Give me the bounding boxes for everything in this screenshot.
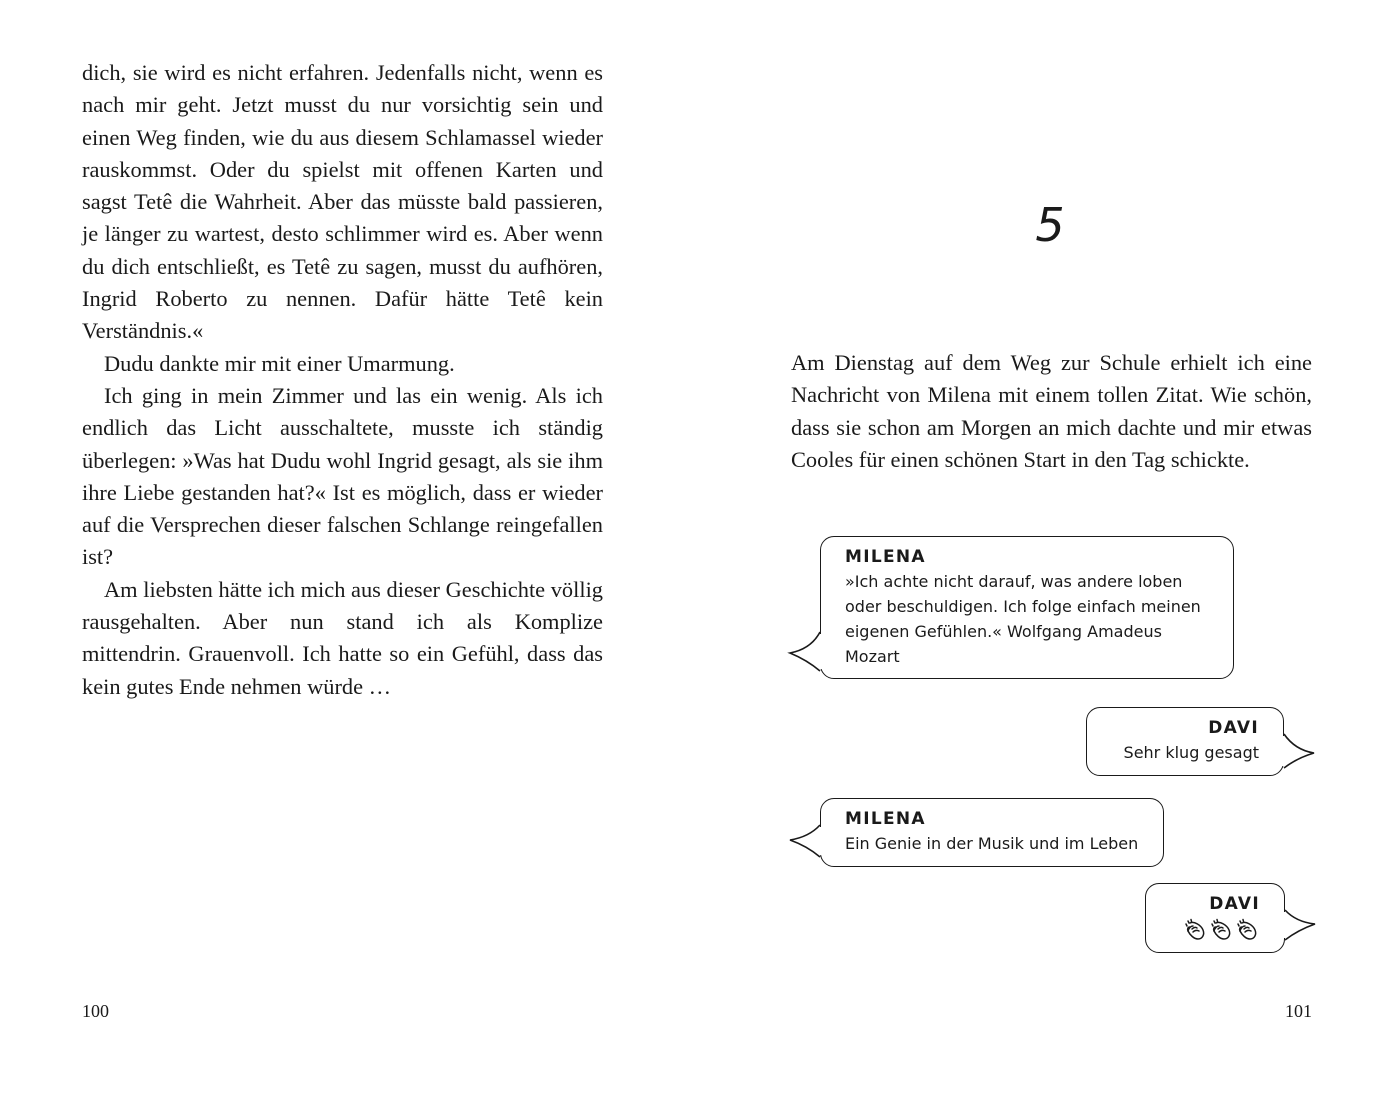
bubble-tail — [1281, 708, 1315, 777]
page-number: 100 — [82, 1001, 109, 1021]
chat-sender: DAVI — [1208, 718, 1259, 738]
chat-bubble-milena — [820, 798, 1164, 867]
chat-message: Ein Genie in der Musik und im Leben — [845, 834, 1139, 853]
chat-sender: MILENA — [845, 809, 926, 829]
paragraph: Ich ging in mein Zimmer und las ein wenig. Als ich endlich das Licht ausschaltete, musste ich ständig überlegen: »Was hat Dudu wohl Ingrid gesagt, als sie ihm ihre Liebe gestanden hat?« Ist es möglich, dass er wieder auf die Versprechen dieser falschen Schlange reingefallen ist? — [82, 382, 603, 570]
chat-bubble-davi — [1145, 883, 1285, 953]
chat-sender: MILENA — [845, 547, 926, 567]
chapter-number: 5 — [1035, 198, 1065, 252]
chat-message: Sehr klug gesagt — [1123, 743, 1259, 762]
chat-message: »Ich achte nicht darauf, was andere loben oder beschuldigen. Ich folge einfach meinen eigenen Gefühlen.« Wolfgang Amadeus Mozart — [845, 572, 1201, 666]
bubble-tail — [789, 799, 823, 868]
bubble-tail — [1282, 884, 1316, 954]
paragraph: Dudu dankte mir mit einer Umarmung. — [104, 350, 455, 376]
clapping-hands-icon — [1210, 918, 1234, 942]
paragraph: dich, sie wird es nicht erfahren. Jedenfalls nicht, wenn es nach mir geht. Jetzt musst du nur vorsichtig sein und einen Weg finden, wie du aus diesem Schlamassel wieder rauskommst. Oder du spielst mit offenen Karten und sagst Tetê die Wahrheit. Aber das müsste bald passieren, je länger zu wartest, desto schlimmer wird es. Aber wenn du dich entschließt, es Tetê zu sagen, musst du aufhören, Ingrid Roberto zu nennen. Dafür hätte Tetê kein Verständnis.« — [82, 60, 603, 344]
clapping-hands-icon — [1236, 918, 1260, 942]
bubble-tail — [789, 537, 823, 680]
right-page — [697, 0, 1394, 1104]
chat-bubble-davi — [1086, 707, 1284, 776]
paragraph: Am liebsten hätte ich mich aus dieser Geschichte völlig rausgehalten. Aber nun stand ich als Komplize mittendrin. Grauenvoll. Ich hatte so ein Gefühl, dass das kein gutes Ende nehmen würde … — [82, 576, 603, 699]
right-page-text — [791, 347, 1312, 476]
left-page-text — [82, 57, 603, 703]
paragraph: Am Dienstag auf dem Weg zur Schule erhielt ich eine Nachricht von Milena mit einem tollen Zitat. Wie schön, dass sie schon am Morgen an mich dachte und mir etwas Cooles für einen schönen Start in den Tag schickte. — [791, 350, 1312, 472]
clapping-hands-icon — [1184, 918, 1208, 942]
chat-bubble-milena — [820, 536, 1234, 679]
emoji-row — [1160, 918, 1260, 942]
chat-sender: DAVI — [1209, 894, 1260, 914]
page-number: 101 — [1285, 1001, 1312, 1021]
